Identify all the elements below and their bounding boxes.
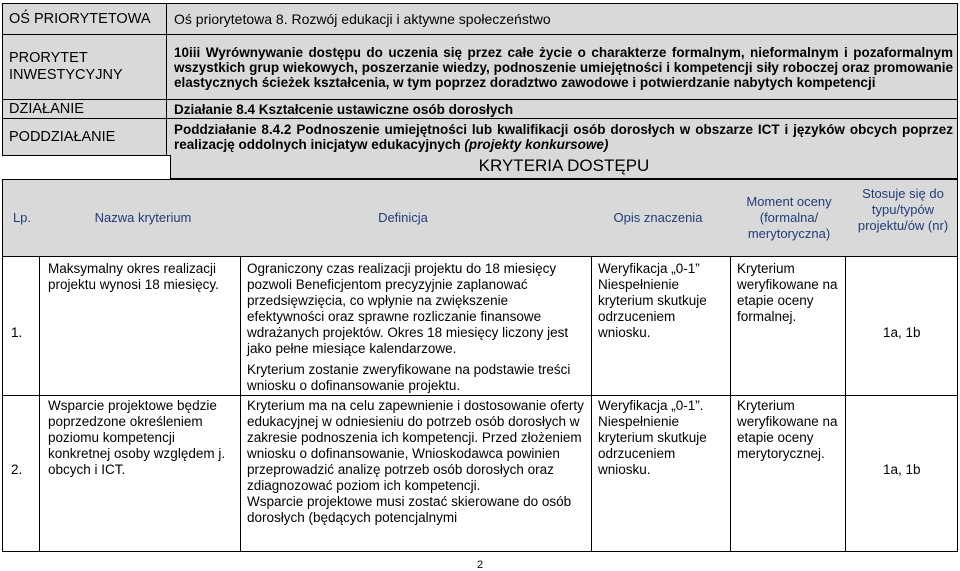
priorytet-label: PRORYTET INWESTYCYJNY (3, 35, 167, 100)
row-moment: Kryterium weryfikowane na etapie oceny merytorycznej. (737, 398, 838, 461)
row-applies: 1a, 1b (883, 325, 921, 340)
row-lp: 2. (11, 462, 23, 477)
col-moment: Moment oceny (formalna/ merytoryczna) (746, 194, 832, 241)
definition-paragraph: Ograniczony czas realizacji projektu do 18 miesięcy pozwoli Beneficjentom precyzyjnie zaplanować przedsięwzięcia, co wpłynie na zwiększenie efektywności oraz sprawne rozliczanie finansowe wdrażanych projektów. Okres 18 miesięcy liczony jest jako pełne miesiące kalendarzowe. (247, 261, 569, 356)
section-title: KRYTERIA DOSTĘPU (170, 155, 958, 179)
program-header-table (2, 3, 958, 156)
col-lp: Lp. (12, 210, 32, 225)
col-definition: Definicja (378, 210, 428, 225)
table-row (3, 261, 957, 395)
row-moment: Kryterium weryfikowane na etapie oceny formalnej. (737, 261, 838, 324)
poddzialanie-text: Poddziałanie 8.4.2 Podnoszenie umiejętności lub kwalifikacji osób dorosłych w obszarze ICT i języków obcych poprzez realizację oddolnych inicjatyw edukacyjnych (174, 122, 953, 152)
dzialanie-value: Działanie 8.4 Kształcenie ustawiczne osób dorosłych (167, 100, 958, 119)
table-row (3, 398, 957, 550)
dzialanie-label: DZIAŁANIE (3, 100, 167, 119)
definition-paragraph: Wsparcie projektowe musi zostać skierowane do osób dorosłych (będących potencjalnymi (247, 494, 572, 525)
col-name: Nazwa kryterium (94, 210, 192, 225)
col-meaning: Opis znaczenia (613, 210, 703, 225)
criteria-column-header (2, 179, 958, 257)
os-value: Oś priorytetowa 8. Rozwój edukacji i aktywne społeczeństwo (167, 4, 958, 35)
col-applies: Stosuje się do typu/typów projektu/ów (nr) (857, 186, 949, 233)
os-label: OŚ PRIORYTETOWA (3, 4, 167, 35)
meaning-consequence: Niespełnienie kryterium skutkuje odrzuceniem wniosku. (598, 414, 707, 477)
meaning-consequence: Niespełnienie kryterium skutkuje odrzuceniem wniosku. (598, 277, 707, 340)
row-definition (247, 261, 585, 394)
priorytet-value: 10iii Wyrównywanie dostępu do uczenia się przez całe życie o charakterze formalnym, nieformalnym i pozaformalnym wszystkich grup wiekowych, poszerzanie wiedzy, podnoszenie umiejętności i kompetencji siły roboczej oraz promowanie elastycznych ścieżek kształcenia, w tym poprzez doradztwo zawodowe i potwierdzanie nabytych kompetencji (167, 35, 958, 100)
row-definition (247, 398, 585, 526)
poddzialanie-label: PODDZIAŁANIE (3, 119, 167, 156)
poddzialanie-suffix: (projekty konkursowe) (464, 137, 609, 152)
meaning-verification: Weryfikacja „0-1” (598, 261, 700, 276)
row-meaning (598, 261, 726, 341)
criteria-table-body (2, 257, 958, 552)
page-number: 2 (476, 559, 484, 571)
definition-paragraph: Kryterium ma na celu zapewnienie i dostosowanie oferty edukacyjnej w odniesieniu do potrzeb osób dorosłych w zakresie podnoszenia ich kompetencji. Przed złożeniem wniosku o dofinansowanie, Wnioskodawca powinien przeprowadzić analizę potrzeb osób dorosłych oraz zdiagnozować poziom ich kompetencji. (247, 398, 584, 493)
row-name: Wsparcie projektowe będzie poprzedzone określeniem poziomu kompetencji konkretnej osoby względem j. obcych i ICT. (48, 398, 226, 477)
row-name: Maksymalny okres realizacji projektu wynosi 18 miesięcy. (48, 261, 219, 292)
definition-paragraph: Kryterium zostanie zweryfikowane na podstawie treści wniosku o dofinansowanie projektu. (247, 362, 571, 393)
row-lp: 1. (11, 325, 23, 340)
row-meaning (598, 398, 726, 478)
row-applies: 1a, 1b (883, 462, 921, 477)
meaning-verification: Weryfikacja „0-1”. (598, 398, 704, 413)
poddzialanie-value (167, 119, 958, 156)
